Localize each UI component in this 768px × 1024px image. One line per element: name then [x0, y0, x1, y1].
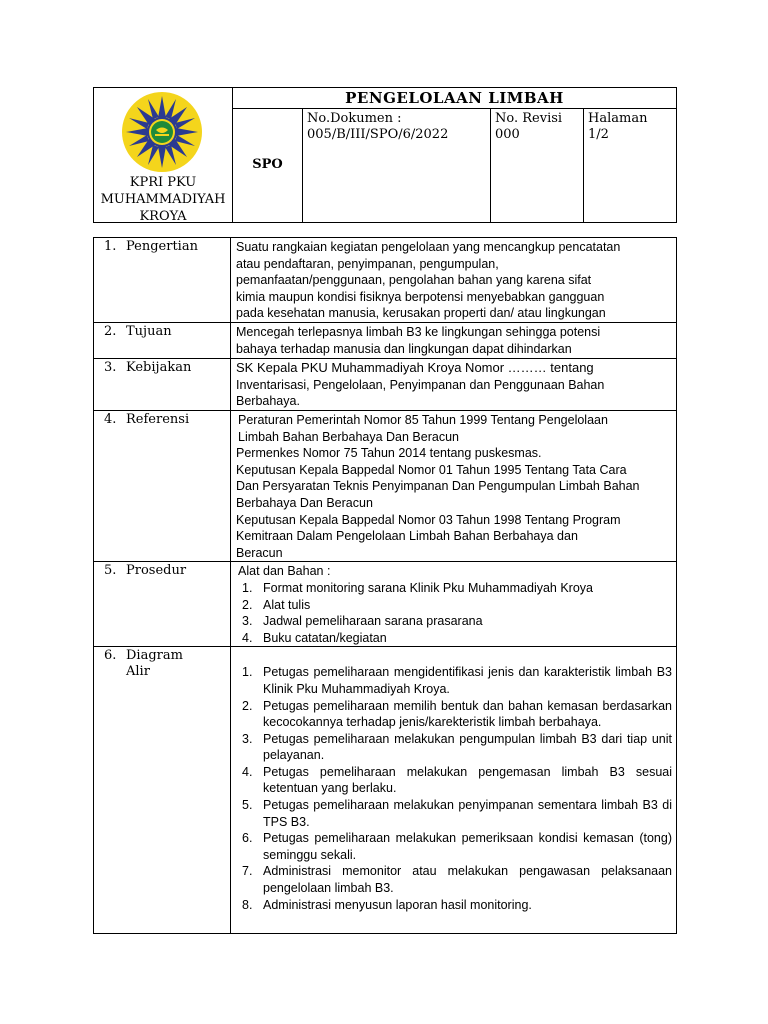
org-line: MUHAMMADIYAH — [100, 192, 226, 207]
spo-label: SPO — [252, 157, 283, 172]
row-content — [231, 562, 677, 647]
row-number: 3. — [104, 359, 117, 375]
list-item: 2. Alat tulis — [242, 597, 311, 612]
list-item: 1. Format monitoring sarana Klinik Pku Muhammadiyah Kroya — [242, 580, 593, 595]
row-pengertian — [94, 238, 677, 323]
text-line: bahaya terhadap manusia dan lingkungan dapat dihindarkan — [236, 341, 572, 356]
list-item: 4. Buku catatan/kegiatan — [242, 630, 387, 645]
list-item: 5. Petugas pemeliharaan melakukan penyimpanan sementara limbah B3 di TPS B3. — [242, 798, 672, 829]
revision-cell — [491, 109, 584, 223]
page-cell — [584, 109, 677, 223]
page-label: Halaman — [588, 111, 648, 126]
row-label: Pengertian — [126, 239, 198, 254]
text-line: Kemitraan Dalam Pengelolaan Limbah Bahan Berbahaya dan — [236, 529, 578, 544]
row-content — [231, 238, 677, 323]
text-line: Limbah Bahan Berbahaya Dan Beracun — [238, 429, 459, 444]
org-line: KROYA — [139, 209, 187, 224]
page-value: 1/2 — [588, 127, 609, 142]
row-label: Prosedur — [126, 563, 187, 579]
row-label: Diagram — [126, 648, 183, 664]
text-line: Keputusan Kepala Bappedal Nomor 03 Tahun 1998 Tentang Program — [236, 512, 621, 527]
revision-label: No. Revisi — [495, 111, 563, 126]
text-line: Keputusan Kepala Bappedal Nomor 01 Tahun 1995 Tentang Tata Cara — [236, 462, 627, 477]
row-number: 6. — [104, 648, 117, 664]
list-item: 1. Petugas pemeliharaan mengidentifikasi jenis dan karakteristik limbah B3 Klinik Pku Muhammadiyah Kroya. — [242, 665, 672, 696]
document-body — [93, 237, 677, 934]
tools-list — [236, 580, 672, 646]
text-line: Peraturan Pemerintah Nomor 85 Tahun 1999 Tentang Pengelolaan — [238, 412, 608, 427]
text-line: Beracun — [236, 545, 283, 560]
text-line: Berbahaya Dan Beracun — [236, 495, 373, 510]
list-item: 7. Administrasi memonitor atau melakukan pengawasan pelaksanaan pengelolaan limbah B3. — [242, 864, 672, 896]
organization-name — [94, 174, 232, 225]
row-prosedur — [94, 562, 677, 647]
text-line: Dan Persyaratan Teknis Penyimpanan Dan Pengumpulan Limbah Bahan — [236, 479, 640, 494]
row-diagram-alir — [94, 647, 677, 934]
text-line: Inventarisasi, Pengelolaan, Penyimpanan dan Penggunaan Bahan — [236, 377, 605, 392]
list-item: 8. Administrasi menyusun laporan hasil monitoring. — [242, 897, 532, 912]
spo-cell — [233, 109, 303, 223]
list-item: 6. Petugas pemeliharaan melakukan pemeriksaan kondisi kemasan (tong) seminggu sekali. — [242, 831, 672, 862]
row-label: Alir — [126, 664, 150, 680]
row-label: Kebijakan — [126, 359, 192, 375]
text-line: Mencegah terlepasnya limbah B3 ke lingkungan sehingga potensi — [236, 324, 601, 339]
revision-value: 000 — [495, 127, 520, 142]
row-content — [231, 322, 677, 358]
tools-intro: Alat dan Bahan : — [238, 564, 331, 579]
list-item: 2. Petugas pemeliharaan memilih bentuk dan bahan kemasan berdasarkan kecocokannya terhadap jenis/karekteristik limbah berbahaya. — [242, 698, 672, 730]
row-number: 4. — [104, 411, 117, 427]
text-line: pemanfaatan/penggunaan, pengolahan bahan yang karena sifat — [236, 273, 592, 288]
row-content — [231, 410, 677, 561]
document-number-cell — [303, 109, 491, 223]
list-item: 4. Petugas pemeliharaan melakukan pengemasan limbah B3 sesuai ketentuan yang berlaku. — [242, 764, 672, 796]
text-line: SK Kepala PKU Muhammadiyah Kroya Nomor ……… tentang — [236, 359, 594, 375]
doc-number-value: 005/B/III/SPO/6/2022 — [307, 127, 449, 142]
document-title: PENGELOLAAN LIMBAH — [233, 88, 677, 109]
text-line: Berbahaya. — [236, 394, 300, 409]
text-line: pada kesehatan manusia, kerusakan properti dan/ atau lingkungan — [236, 306, 606, 321]
row-number: 2. — [104, 323, 117, 339]
row-kebijakan — [94, 358, 677, 410]
row-tujuan — [94, 322, 677, 358]
list-item: 3. Jadwal pemeliharaan sarana prasarana — [242, 614, 483, 629]
muhammadiyah-logo-icon — [116, 91, 208, 173]
logo-cell — [94, 88, 233, 223]
org-line: KPRI PKU — [129, 175, 197, 190]
doc-number-label: No.Dokumen : — [307, 111, 402, 126]
text-line: atau pendaftaran, penyimpanan, pengumpulan, — [236, 256, 499, 271]
row-number: 5. — [104, 563, 117, 579]
row-label: Tujuan — [126, 323, 172, 339]
text-line: Permenkes Nomor 75 Tahun 2014 tentang puskesmas. — [236, 446, 542, 461]
text-line: kimia maupun kondisi fisiknya berpotensi menyebabkan gangguan — [236, 289, 605, 304]
row-label: Referensi — [126, 411, 190, 427]
row-content — [231, 358, 677, 410]
row-content — [231, 647, 677, 934]
row-number: 1. — [104, 239, 117, 254]
text-line: Suatu rangkaian kegiatan pengelolaan yang mencangkup pencatatan — [236, 240, 621, 254]
document-header — [93, 87, 677, 223]
list-item: 3. Petugas pemeliharaan melakukan pengumpulan limbah B3 dari tiap unit pelayanan. — [242, 731, 672, 763]
flow-steps-list — [236, 664, 672, 913]
row-referensi — [94, 410, 677, 561]
